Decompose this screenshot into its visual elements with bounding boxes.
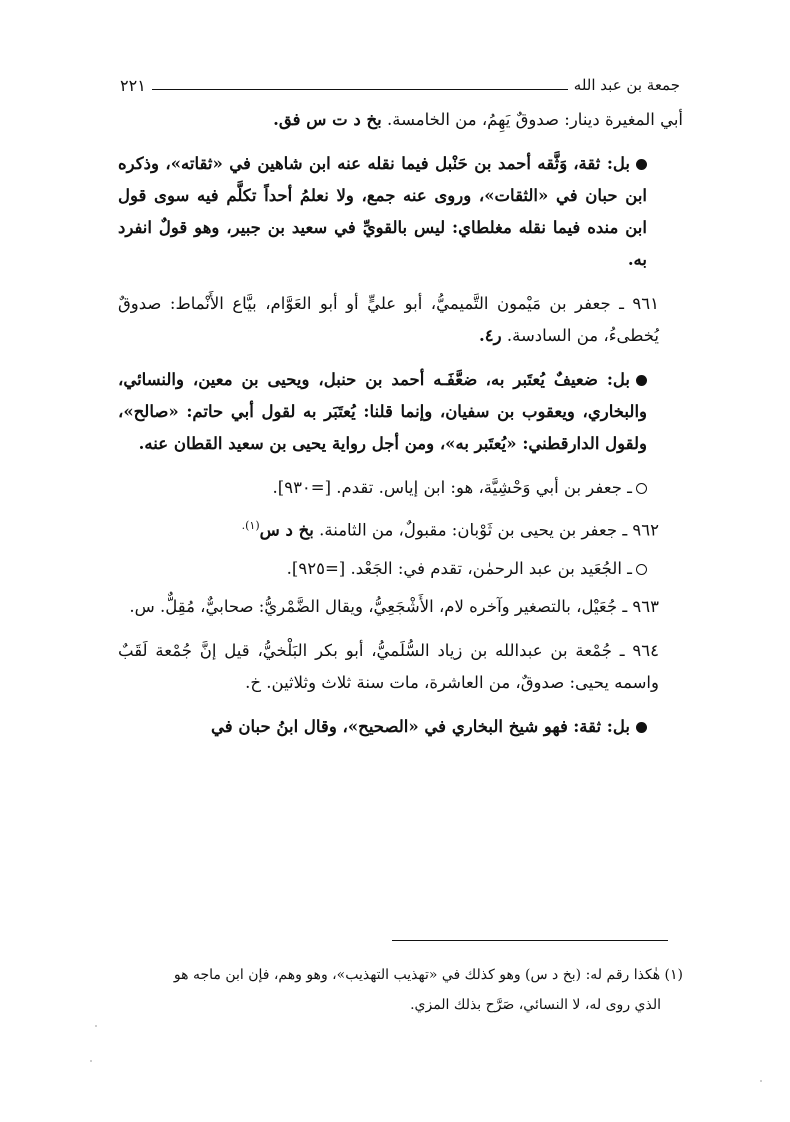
cross-ref-jafar-wahshiyya — [118, 472, 683, 504]
paragraph-4 — [118, 364, 683, 460]
paragraph-2-text: وَثَّقه أحمد بن حَنْبل فيما نقله عنه ابن شاهين في «ثقاته»، وذكره ابن حبان في «الثقات»، وروى عنه جمع، ولا نعلمُ أحداً تكلَّم فيه سوى قول ابن منده فيما نقله مغلطاي: ليس بالقويِّ في سعيد بن جبير، وهو قولٌ انفرد به. — [118, 154, 647, 269]
paragraph-1 — [118, 104, 683, 136]
cross-ref-juayd — [118, 553, 683, 585]
paragraph-10 — [118, 711, 683, 743]
cross-ref-1-text: ـ جعفر بن أبي وَحْشِيَّة، هو: ابن إياس. تقدم. [=٩٣٠]. — [272, 478, 632, 497]
page-number: ٢٢١ — [120, 75, 146, 95]
paragraph-2-lead: بل: ثقة، — [573, 154, 630, 173]
header-title: جمعة بن عبد الله — [573, 76, 680, 94]
entry-962 — [118, 510, 683, 547]
paragraph-4-text: ضعَّفَـه أحمد بن حنبل، ويحيى بن معين، والنسائي، والبخاري، ويعقوب بن سفيان، وإنما قلنا: يُعتَبَر به لقول أبي حاتم: «صالح»، ولقول الدارقطني: «يُعتَبر به»، ومن أجل رواية يحيى بن سعيد القطان عنه. — [118, 370, 647, 453]
paragraph-4-lead: بل: ضعيفٌ يُعتَبر به، — [485, 370, 630, 389]
footnotes — [118, 960, 683, 1020]
entry-964 — [118, 635, 683, 699]
footnote-ref: (١). — [241, 519, 260, 532]
footnote-line-2: الذي روى له، لا النسائي، صَرَّح بذلك المزي. — [410, 997, 661, 1013]
paragraph-1-text: أبي المغيرة دينار: صدوقٌ يَهِمُ، من الخامسة. — [387, 110, 683, 129]
entry-961 — [118, 288, 683, 352]
header-rule — [152, 89, 568, 90]
bullet-icon — [636, 159, 647, 170]
entry-962-text: ٩٦٢ ـ جعفر بن يحيى بن ثَوْبان: مقبولٌ، من الثامنة. — [319, 520, 659, 540]
paragraph-2 — [118, 148, 683, 276]
paragraph-1-sigla: بخ د ت س فق. — [273, 110, 382, 129]
bullet-icon — [636, 375, 647, 386]
footnote-separator — [392, 940, 668, 941]
paragraph-10-text: فهو شيخ البخاري في «الصحيح»، وقال ابنُ حبان في — [210, 716, 568, 736]
circle-marker-icon — [636, 564, 647, 575]
entry-964-text: ٩٦٤ ـ جُمْعة بن عبدالله بن زياد السُّلَميُّ، أبو بكر البَلْخيُّ، قيل إنَّ جُمْعة لَقَبٌ واسمه يحيى: صدوقٌ، من العاشرة، مات سنة ثلاث وثلاثين. خ. — [118, 640, 659, 692]
circle-marker-icon — [636, 483, 647, 494]
main-text — [118, 104, 683, 755]
entry-962-sigla: بخ د س — [259, 520, 314, 540]
footnote-line-1: (١) هٰكذا رقم له: (بخ د س) وهو كذلك في «تهذيب التهذيب»، وهو وهم، فإن ابن ماجه هو — [173, 967, 683, 983]
entry-963-text: ٩٦٣ ـ جُعَيْل، بالتصغير وآخره لام، الأَشْجَعِيُّ، ويقال الضَّمْريُّ: صحابيٌّ، مُقِلٌّ. س. — [129, 596, 659, 616]
entry-961-sigla: ر٤. — [479, 326, 502, 345]
scan-speck — [95, 1025, 97, 1027]
entry-963 — [118, 591, 683, 623]
cross-ref-2-text: ـ الجُعَيد بن عبد الرحمٰن، تقدم في: الجَعْد. [=٩٢٥]. — [286, 558, 632, 578]
running-header — [120, 70, 680, 100]
scan-speck — [90, 1060, 92, 1062]
paragraph-10-lead: بل: ثقة: — [573, 716, 630, 736]
bullet-icon — [636, 722, 647, 733]
scan-speck — [760, 1080, 762, 1082]
entry-961-text: ٩٦١ ـ جعفر بن مَيْمون التَّميميُّ، أبو عليٍّ أو أبو العَوَّام، بيَّاع الأَنْماط: صدوقٌ يُخطىءُ، من السادسة. — [118, 294, 659, 345]
